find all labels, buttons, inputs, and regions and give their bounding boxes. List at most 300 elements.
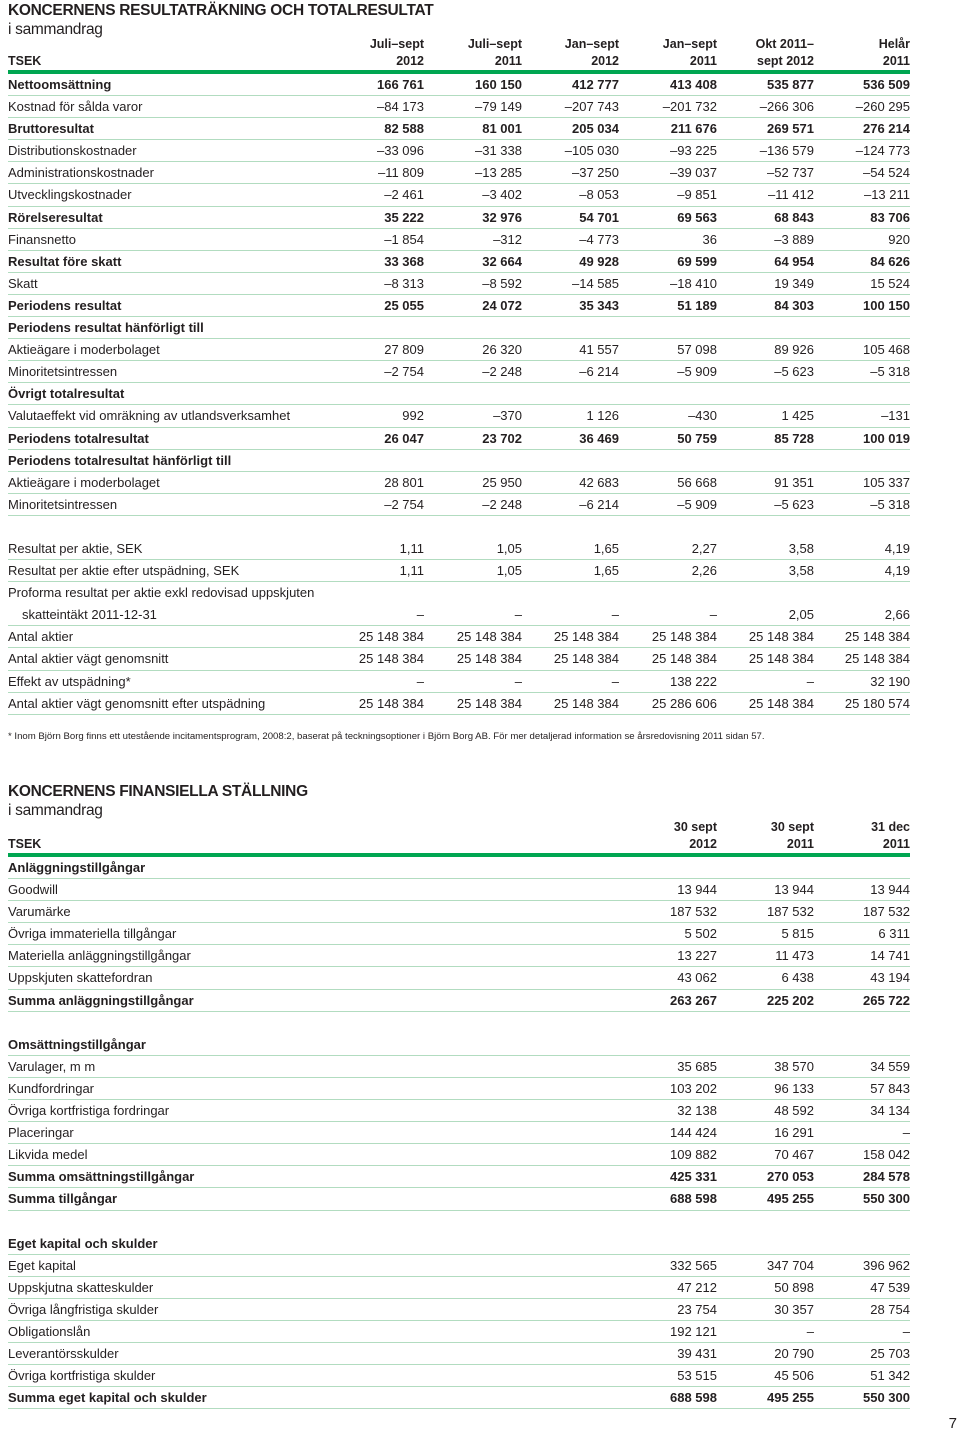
income-row-value: –3 402 (482, 187, 522, 203)
income-subtitle: i sammandrag (8, 21, 103, 38)
income-row-value: 28 801 (384, 474, 424, 490)
income-row-value: 25 148 384 (844, 651, 910, 667)
balance-row-value: 13 227 (677, 948, 717, 964)
balance-spacer (8, 1211, 910, 1233)
balance-row-value: 13 944 (677, 882, 717, 898)
balance-row-value: 96 133 (774, 1080, 814, 1096)
balance-row-value: 332 565 (670, 1257, 717, 1273)
income-row-value: 54 701 (579, 209, 619, 225)
income-row-value: –5 318 (870, 364, 910, 380)
income-table-row (8, 74, 910, 96)
balance-unit-label: TSEK (8, 837, 42, 851)
income-row-value: –52 737 (767, 165, 814, 181)
balance-row-value: 192 121 (670, 1323, 717, 1339)
balance-row-value: 425 331 (670, 1169, 717, 1185)
balance-row-value: 5 815 (781, 926, 814, 942)
income-row-value: 2,66 (884, 607, 910, 623)
balance-table-row (8, 1056, 910, 1078)
income-row-value: 105 468 (863, 342, 910, 358)
income-row-value: –11 809 (377, 165, 424, 181)
balance-row-label: Övriga kortfristiga skulder (8, 1368, 156, 1384)
balance-row-label: Summa eget kapital och skulder (8, 1390, 207, 1406)
income-table-body (8, 74, 910, 715)
balance-row-label: Övriga långfristiga skulder (8, 1301, 159, 1317)
income-table-row (8, 693, 910, 715)
income-row-value: –13 285 (475, 165, 522, 181)
balance-row-value: 28 754 (870, 1301, 910, 1317)
income-row-value: –31 338 (475, 143, 522, 159)
income-row-value: –6 214 (579, 496, 619, 512)
income-row-label: Periodens totalresultat hänförligt till (8, 452, 232, 468)
income-table-row (8, 383, 910, 405)
income-row-value: –312 (493, 231, 522, 247)
income-row-value: 3,58 (788, 540, 814, 556)
income-row-value: 4,19 (884, 563, 910, 579)
balance-row-value: 396 962 (863, 1257, 910, 1273)
income-row-value: 81 001 (482, 121, 522, 137)
income-row-value: 25 148 384 (844, 629, 910, 645)
income-row-value: 27 809 (384, 342, 424, 358)
balance-subtitle: i sammandrag (8, 802, 103, 819)
balance-row-value: 11 473 (775, 948, 814, 964)
balance-row-value: 50 898 (774, 1279, 814, 1295)
income-row-value: 15 524 (870, 275, 910, 291)
income-row-value: 205 034 (572, 121, 619, 137)
income-row-value: 920 (888, 231, 910, 247)
balance-table-row (8, 967, 910, 989)
income-row-value: –430 (688, 408, 717, 424)
income-row-value: 276 214 (863, 121, 910, 137)
income-row-value: –4 773 (579, 231, 619, 247)
balance-row-value: 47 539 (870, 1279, 910, 1295)
balance-table-row (8, 1100, 910, 1122)
balance-table-row (8, 1078, 910, 1100)
balance-row-value: 688 598 (670, 1390, 717, 1406)
balance-row-value: 16 291 (774, 1125, 814, 1141)
income-row-value: 25 148 384 (358, 629, 424, 645)
income-row-label: Finansnetto (8, 231, 76, 247)
income-table-row (8, 317, 910, 339)
income-table-row (8, 361, 910, 383)
balance-row-value: – (902, 1323, 910, 1339)
income-row-value: 138 222 (670, 673, 717, 689)
income-row-value: –2 248 (482, 496, 522, 512)
income-row-value: –8 053 (579, 187, 619, 203)
balance-row-label: Uppskjuten skattefordran (8, 970, 153, 986)
income-row-label: Valutaeffekt vid omräkning av utlandsverksamhet (8, 408, 291, 424)
balance-row-label: Summa tillgångar (8, 1191, 118, 1207)
income-row-value: – (416, 673, 424, 689)
income-row-value: –6 214 (579, 364, 619, 380)
income-table-row (8, 273, 910, 295)
income-table-row (8, 494, 910, 516)
income-row-value: –39 037 (670, 165, 717, 181)
balance-row-value: 347 704 (767, 1257, 814, 1273)
income-table-row (8, 648, 910, 670)
income-row-value: 64 954 (774, 253, 814, 269)
page-number: 7 (948, 1415, 957, 1432)
income-row-value: 413 408 (670, 77, 717, 92)
income-col-header-line2: sept 2012 (757, 54, 814, 68)
income-row-value: –5 909 (677, 364, 717, 380)
balance-row-value: 35 685 (677, 1058, 717, 1074)
balance-row-value: 284 578 (863, 1169, 910, 1185)
income-row-value: 1,05 (496, 540, 522, 556)
income-row-value: 35 222 (384, 209, 424, 225)
balance-row-value: 57 843 (870, 1080, 910, 1096)
balance-row-value: 48 592 (774, 1103, 814, 1119)
balance-col-header-line1: 30 sept (770, 820, 814, 834)
income-row-value: –266 306 (759, 99, 814, 115)
income-row-value: 69 563 (677, 209, 717, 225)
balance-row-value: 34 559 (870, 1058, 910, 1074)
income-row-value: 25 148 384 (456, 651, 522, 667)
income-row-label: Bruttoresultat (8, 121, 94, 137)
income-row-label: Effekt av utspädning* (8, 673, 131, 689)
income-table-row (8, 538, 910, 560)
income-row-value: 24 072 (482, 297, 522, 313)
income-row-label: Resultat per aktie efter utspädning, SEK (8, 563, 240, 579)
balance-sheet-section (8, 783, 910, 1409)
income-row-label: Antal aktier vägt genomsnitt (8, 651, 169, 667)
balance-row-value: 265 722 (863, 992, 910, 1008)
income-col-header-line1: Okt 2011– (755, 37, 814, 51)
balance-row-value: 263 267 (670, 992, 717, 1008)
income-row-value: –2 754 (384, 496, 424, 512)
balance-row-value: 38 570 (774, 1058, 814, 1074)
income-row-value: 25 950 (482, 474, 522, 490)
income-row-value: –2 248 (482, 364, 522, 380)
income-row-value: 412 777 (572, 77, 619, 92)
income-row-value: 25 148 384 (456, 695, 522, 711)
balance-row-label: Omsättningstillgångar (8, 1036, 146, 1052)
income-row-value: 2,27 (691, 540, 717, 556)
balance-table-row (8, 1144, 910, 1166)
income-row-label: Minoritetsintressen (8, 496, 118, 512)
income-col-header-line2: 2011 (494, 54, 522, 68)
income-table-row (8, 251, 910, 273)
income-row-value: 25 055 (384, 297, 424, 313)
balance-row-value: 158 042 (863, 1147, 910, 1163)
income-row-value: 25 148 384 (358, 651, 424, 667)
income-row-value: 23 702 (482, 430, 522, 446)
balance-row-value: 20 790 (774, 1346, 814, 1362)
income-row-value: 69 599 (677, 253, 717, 269)
income-row-value: 3,58 (788, 563, 814, 579)
income-row-value: 19 349 (774, 275, 814, 291)
balance-row-value: 495 255 (767, 1390, 814, 1406)
income-row-value: – (514, 607, 522, 623)
income-table-row (8, 295, 910, 317)
income-col-header-line2: 2011 (882, 54, 910, 68)
income-table-row (8, 626, 910, 648)
income-row-value: 83 706 (870, 209, 910, 225)
income-row-label: Rörelseresultat (8, 209, 103, 225)
income-row-value: 536 509 (863, 77, 910, 92)
income-row-value: 211 676 (670, 121, 717, 137)
income-row-value: 57 098 (677, 342, 717, 358)
income-row-label: Nettoomsättning (8, 77, 112, 92)
balance-row-label: Övriga immateriella tillgångar (8, 926, 177, 942)
income-row-value: 25 180 574 (844, 695, 910, 711)
balance-row-value: 6 311 (878, 926, 910, 942)
balance-row-value: 43 194 (870, 970, 910, 986)
income-row-value: 2,26 (691, 563, 717, 579)
income-row-value: 100 150 (863, 297, 910, 313)
income-row-value: 26 320 (482, 342, 522, 358)
income-row-value: 56 668 (677, 474, 717, 490)
income-row-value: –11 412 (767, 187, 814, 203)
income-row-label: Antal aktier vägt genomsnitt efter utspädning (8, 695, 266, 711)
income-row-value: 1 425 (781, 408, 814, 424)
income-table-row (8, 405, 910, 427)
income-row-value: 32 664 (482, 253, 522, 269)
balance-row-label: Summa anläggningstillgångar (8, 992, 194, 1008)
balance-table-row (8, 901, 910, 923)
balance-row-value: 225 202 (767, 992, 814, 1008)
balance-table-row (8, 1387, 910, 1409)
income-row-value: –8 592 (482, 275, 522, 291)
balance-row-label: Likvida medel (8, 1147, 88, 1163)
income-row-label: Distributionskostnader (8, 143, 137, 159)
income-row-value: 25 148 384 (651, 651, 717, 667)
income-row-value: 25 148 384 (358, 695, 424, 711)
balance-row-value: 30 357 (774, 1301, 814, 1317)
balance-row-label: Övriga kortfristiga fordringar (8, 1103, 170, 1119)
balance-row-label: Eget kapital (8, 1257, 76, 1273)
balance-table-row (8, 1255, 910, 1277)
income-unit-label: TSEK (8, 54, 42, 68)
balance-title: KONCERNENS FINANSIELLA STÄLLNING (8, 783, 308, 800)
income-row-label: Periodens totalresultat (8, 430, 149, 446)
income-row-value: 36 469 (579, 430, 619, 446)
income-row-value: 100 019 (863, 430, 910, 446)
income-row-value: 1,11 (399, 563, 424, 579)
balance-row-value: 144 424 (670, 1125, 717, 1141)
income-col-header-line1: Juli–sept (369, 37, 424, 51)
income-row-label: Övrigt totalresultat (8, 386, 125, 402)
income-row-value: 1,65 (593, 540, 619, 556)
income-row-label: Minoritetsintressen (8, 364, 118, 380)
income-row-value: –37 250 (572, 165, 619, 181)
income-col-header-line1: Jan–sept (564, 37, 619, 51)
income-row-value: 68 843 (774, 209, 814, 225)
balance-row-value: 109 882 (670, 1147, 717, 1163)
income-row-value: 25 148 384 (553, 695, 619, 711)
income-row-value: –370 (493, 408, 522, 424)
income-row-value: –14 585 (572, 275, 619, 291)
income-row-value: 1,11 (399, 540, 424, 556)
income-col-header-line2: 2011 (689, 54, 717, 68)
income-row-value: 160 150 (475, 77, 522, 92)
balance-row-value: 270 053 (767, 1169, 814, 1185)
income-row-value: 91 351 (774, 474, 814, 490)
balance-table-row (8, 1122, 910, 1144)
income-col-header-line1: Helår (878, 37, 910, 51)
income-row-value: 25 148 384 (748, 629, 814, 645)
balance-row-label: Anläggningstillgångar (8, 860, 146, 875)
balance-row-value: 25 703 (870, 1346, 910, 1362)
income-row-label: Periodens resultat hänförligt till (8, 320, 204, 336)
balance-row-value: 187 532 (863, 904, 910, 920)
income-row-value: 33 368 (384, 253, 424, 269)
income-row-value: 32 976 (482, 209, 522, 225)
balance-row-value: 39 431 (677, 1346, 717, 1362)
balance-row-label: Placeringar (8, 1125, 74, 1141)
balance-row-value: 23 754 (677, 1301, 717, 1317)
income-row-label: Periodens resultat (8, 297, 122, 313)
income-table-row (8, 604, 910, 626)
income-row-value: 84 626 (870, 253, 910, 269)
income-row-value: 82 588 (384, 121, 424, 137)
income-row-value: –18 410 (670, 275, 717, 291)
balance-row-value: 53 515 (677, 1368, 717, 1384)
income-row-value: 25 148 384 (748, 651, 814, 667)
balance-table-row (8, 879, 910, 901)
income-row-value: – (611, 673, 619, 689)
income-row-value: –93 225 (670, 143, 717, 159)
income-table-row (8, 207, 910, 229)
balance-table-row (8, 1188, 910, 1210)
income-statement-section (8, 2, 910, 715)
income-row-value: – (514, 673, 522, 689)
income-col-header-line2: 2012 (396, 54, 424, 68)
income-row-value: –54 524 (863, 165, 910, 181)
income-row-value: –201 732 (662, 99, 717, 115)
income-row-value: 41 557 (579, 342, 619, 358)
balance-table-row (8, 1277, 910, 1299)
balance-row-label: Obligationslån (8, 1323, 91, 1339)
income-row-value: –5 909 (677, 496, 717, 512)
balance-row-label: Uppskjutna skatteskulder (8, 1279, 154, 1295)
income-row-value: 35 343 (579, 297, 619, 313)
income-row-value: 25 148 384 (748, 695, 814, 711)
income-title: KONCERNENS RESULTATRÄKNING OCH TOTALRESULTAT (8, 2, 434, 19)
income-row-value: –136 579 (759, 143, 814, 159)
income-row-label: Kostnad för sålda varor (8, 99, 143, 115)
income-row-value: 1,05 (496, 563, 522, 579)
income-row-value: –124 773 (855, 143, 910, 159)
balance-row-value: 13 944 (774, 882, 814, 898)
balance-row-label: Leverantörsskulder (8, 1346, 119, 1362)
income-row-label: Proforma resultat per aktie exkl redovisad uppskjuten (8, 585, 315, 601)
income-row-value: –5 623 (774, 496, 814, 512)
balance-table-row (8, 1365, 910, 1387)
income-table-row (8, 560, 910, 582)
income-table-row (8, 450, 910, 472)
income-header-row (8, 36, 910, 70)
income-table-row (8, 472, 910, 494)
balance-row-label: Varumärke (8, 904, 71, 920)
income-table-row (8, 162, 910, 184)
balance-table-row (8, 1299, 910, 1321)
balance-table-row (8, 945, 910, 967)
balance-row-value: 47 212 (677, 1279, 717, 1295)
balance-row-value: – (806, 1323, 814, 1339)
income-row-value: 535 877 (767, 77, 814, 92)
income-table-row (8, 118, 910, 140)
income-row-label: Utvecklingskostnader (8, 187, 132, 203)
income-row-value: –3 889 (774, 231, 814, 247)
balance-row-label: Summa omsättningstillgångar (8, 1169, 195, 1185)
income-row-label: Aktieägare i moderbolaget (8, 474, 160, 490)
income-row-label: skatteintäkt 2011-12-31 (22, 607, 157, 623)
balance-row-label: Materiella anläggningstillgångar (8, 948, 191, 964)
income-row-value: – (709, 607, 717, 623)
income-row-value: –5 623 (774, 364, 814, 380)
income-row-value: –5 318 (870, 496, 910, 512)
income-row-label: Skatt (8, 275, 38, 291)
income-row-label: Antal aktier (8, 629, 74, 645)
income-table-row (8, 582, 910, 604)
income-row-value: 84 303 (774, 297, 814, 313)
balance-row-value: 14 741 (870, 948, 910, 964)
income-row-value: –105 030 (564, 143, 619, 159)
balance-table-row (8, 1233, 910, 1255)
income-row-value: 50 759 (677, 430, 717, 446)
income-row-value: –207 743 (564, 99, 619, 115)
income-row-value: 1 126 (586, 408, 619, 424)
income-row-value: 36 (702, 231, 717, 247)
balance-table-row (8, 990, 910, 1012)
income-row-value: –13 211 (863, 187, 910, 203)
balance-row-value: 6 438 (781, 970, 814, 986)
income-row-value: 105 337 (863, 474, 910, 490)
balance-col-header-line1: 30 sept (673, 820, 717, 834)
balance-row-value: 187 532 (767, 904, 814, 920)
balance-row-value: 550 300 (863, 1191, 910, 1207)
income-row-value: – (806, 673, 814, 689)
income-row-value: –84 173 (377, 99, 424, 115)
income-row-value: –2 461 (384, 187, 424, 203)
income-row-value: –131 (881, 408, 910, 424)
balance-spacer (8, 1012, 910, 1034)
balance-row-value: 51 342 (870, 1368, 910, 1384)
balance-table-body (8, 857, 910, 1409)
income-spacer (8, 516, 910, 538)
balance-table-row (8, 1166, 910, 1188)
balance-row-value: 45 506 (774, 1368, 814, 1384)
income-row-value: 992 (402, 408, 424, 424)
income-row-value: –8 313 (384, 275, 424, 291)
income-row-value: 4,19 (884, 540, 910, 556)
income-row-label: Aktieägare i moderbolaget (8, 342, 160, 358)
income-table-row (8, 671, 910, 693)
income-row-value: 89 926 (774, 342, 814, 358)
income-row-value: 25 148 384 (456, 629, 522, 645)
balance-row-value: 34 134 (870, 1103, 910, 1119)
income-row-value: 1,65 (593, 563, 619, 579)
balance-col-header-line2: 2011 (882, 837, 910, 851)
income-row-value: 25 148 384 (553, 629, 619, 645)
income-row-value: 166 761 (377, 77, 424, 92)
income-table-row (8, 229, 910, 251)
balance-row-label: Varulager, m m (8, 1058, 96, 1074)
balance-table-row (8, 1321, 910, 1343)
income-row-value: 269 571 (767, 121, 814, 137)
income-row-label: Resultat per aktie, SEK (8, 540, 143, 556)
income-row-value: 32 190 (870, 673, 910, 689)
balance-table-row (8, 857, 910, 879)
income-row-value: –9 851 (677, 187, 717, 203)
income-row-value: 25 148 384 (553, 651, 619, 667)
income-col-header-line2: 2012 (591, 54, 619, 68)
income-row-value: –2 754 (384, 364, 424, 380)
balance-row-value: 32 138 (677, 1103, 717, 1119)
income-row-value: –260 295 (855, 99, 910, 115)
income-table-row (8, 184, 910, 206)
balance-col-header-line2: 2011 (786, 837, 814, 851)
